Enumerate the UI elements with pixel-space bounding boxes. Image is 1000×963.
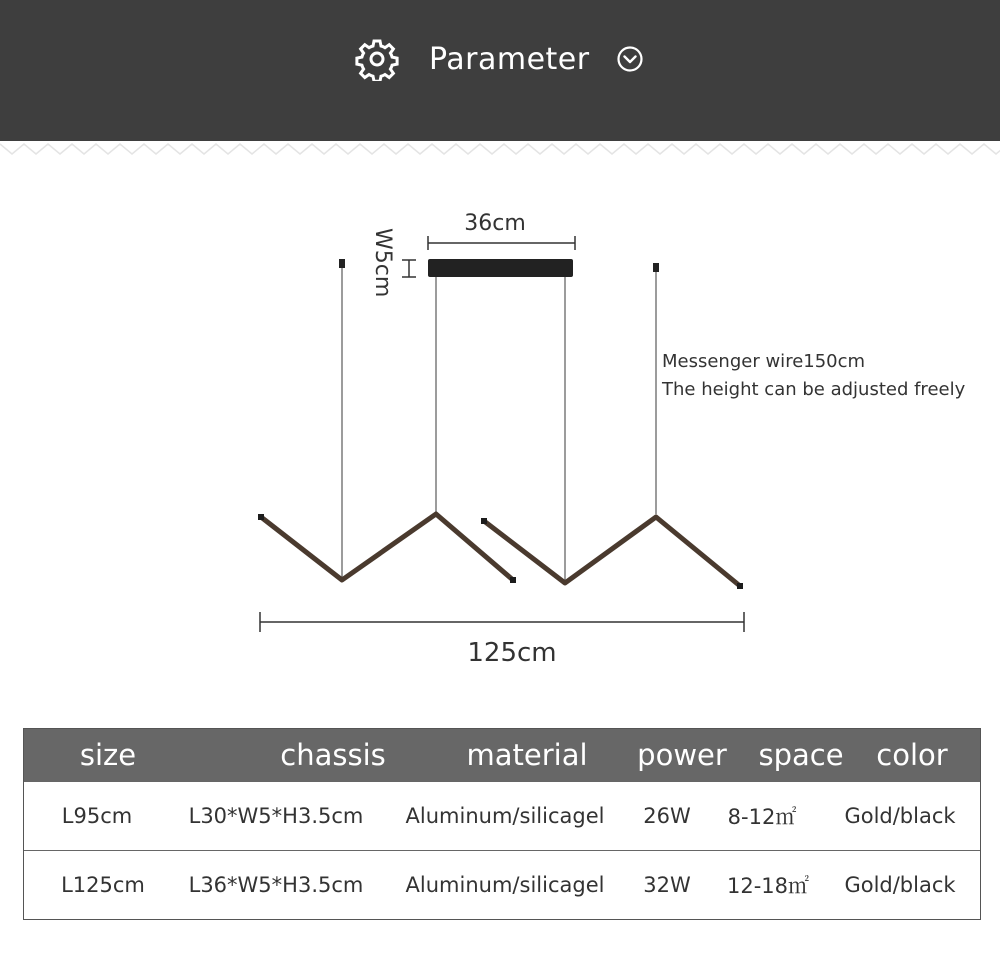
table-row (24, 781, 980, 850)
cell-power: 32W (643, 873, 691, 897)
total-length-dimension (260, 612, 744, 632)
chassis-length-label: 36cm (464, 211, 526, 236)
column-header-power: power (637, 738, 727, 772)
cell-space: 8-12㎡ (727, 805, 797, 829)
cell-material: Aluminum/silicagel (405, 804, 605, 828)
ceiling-cap-2 (653, 263, 659, 272)
column-header-chassis: chassis (280, 738, 386, 772)
chassis-width-label: W5cm (370, 228, 395, 298)
messenger-wire-note (662, 348, 965, 404)
cell-space: 12-18㎡ (726, 874, 810, 898)
note-line-2: The height can be adjusted freely (662, 379, 966, 400)
column-header-color: color (876, 738, 948, 772)
cell-power: 26W (643, 804, 691, 828)
total-length-label: 125cm (467, 638, 557, 668)
lamp-segment-right (484, 517, 740, 586)
spec-table-header (24, 729, 980, 781)
cell-color: Gold/black (844, 804, 956, 828)
column-header-material: material (466, 738, 588, 772)
cell-chassis: L30*W5*H3.5cm (188, 804, 364, 828)
lamp-segment-left (261, 514, 513, 580)
table-row (24, 850, 980, 919)
cell-size: L95cm (61, 804, 133, 828)
cell-size: L125cm (61, 873, 145, 897)
cell-color: Gold/black (844, 873, 956, 897)
column-header-size: size (79, 738, 137, 772)
chassis-width-dimension (402, 260, 416, 277)
chassis-length-dimension (428, 236, 575, 250)
spec-table (23, 728, 981, 920)
cell-chassis: L36*W5*H3.5cm (188, 873, 364, 897)
cell-material: Aluminum/silicagel (405, 873, 605, 897)
note-line-1: Messenger wire150cm (662, 351, 866, 372)
page-title: Parameter (429, 41, 590, 77)
ceiling-cap-1 (339, 259, 345, 268)
ceiling-chassis (428, 259, 573, 277)
column-header-space: space (758, 738, 844, 772)
